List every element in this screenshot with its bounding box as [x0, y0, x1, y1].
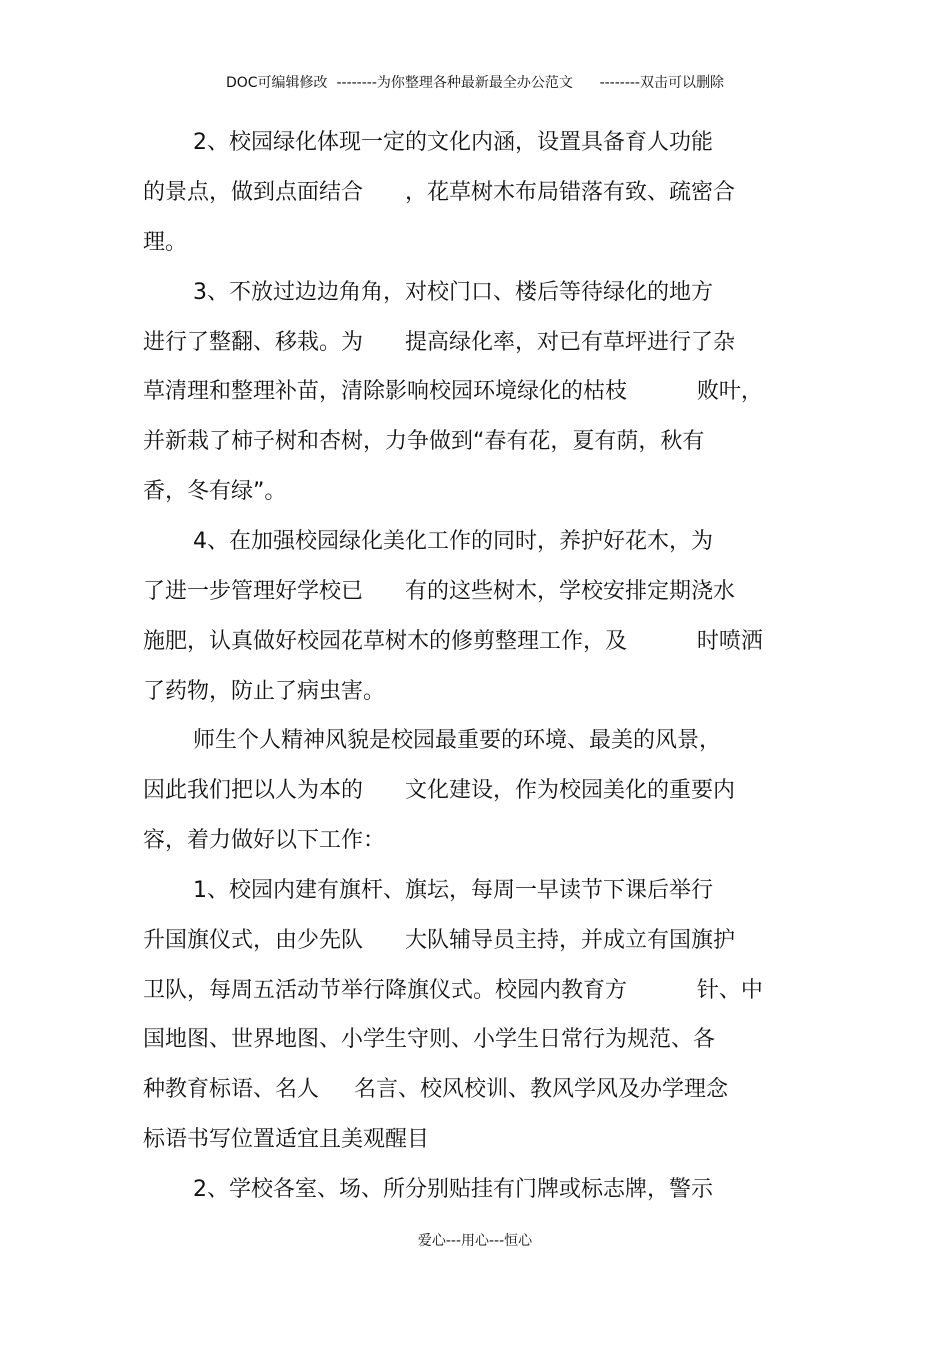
text-line: 卫队，每周五活动节举行降旗仪式。校园内教育方 针、中 [143, 978, 763, 1003]
text-line: 并新栽了柿子树和杏树，力争做到“春有花，夏有荫，秋有 [143, 429, 705, 454]
text-line: 香，冬有绿”。 [143, 479, 287, 504]
text-line: 种教育标语、名人 名言、校风校训、教风学风及办学理念 [143, 1077, 728, 1102]
text-line: 的景点，做到点面结合 ，花草树木布局错落有致、疏密合 [143, 180, 735, 205]
text-line: 进行了整翻、移栽。为 提高绿化率，对已有草坪进行了杂 [143, 330, 735, 355]
text-line: 理。 [143, 230, 188, 255]
text-line: 施肥，认真做好校园花草树木的修剪整理工作，及 时喷洒 [143, 629, 763, 654]
text-line: 升国旗仪式，由少先队 大队辅导员主持，并成立有国旗护 [143, 928, 735, 953]
text-line: 3、不放过边边角角，对校门口、楼后等待绿化的地方 [193, 280, 713, 305]
text-line: 1、校园内建有旗杆、旗坛，每周一早读节下课后举行 [193, 878, 713, 903]
text-line: 了进一步管理好学校已 有的这些树木，学校安排定期浇水 [143, 579, 735, 604]
text-line: 草清理和整理补苗，清除影响校园环境绿化的枯枝 败叶， [143, 379, 763, 404]
page-footer: 爱心---用心---恒心 [417, 1233, 533, 1249]
text-line: 2、学校各室、场、所分别贴挂有门牌或标志牌，警示 [193, 1177, 713, 1202]
text-line: 2、校园绿化体现一定的文化内涵，设置具备育人功能 [193, 130, 713, 155]
text-line: 因此我们把以人为本的 文化建设，作为校园美化的重要内 [143, 778, 735, 803]
text-line: 4、在加强校园绿化美化工作的同时，养护好花木，为 [193, 529, 713, 554]
text-line: 容，着力做好以下工作： [143, 828, 386, 853]
page-header: DOC可编辑修改 --------为你整理各种最新最全办公范文 --------双击可以删除 [225, 75, 724, 91]
text-line: 了药物，防止了病虫害。 [143, 679, 386, 704]
text-line: 师生个人精神风貌是校园最重要的环境、最美的风景， [193, 728, 722, 753]
text-line: 标语书写位置适宜且美观醒目 [143, 1127, 430, 1152]
text-line: 国地图、世界地图、小学生守则、小学生日常行为规范、各 [143, 1027, 716, 1052]
